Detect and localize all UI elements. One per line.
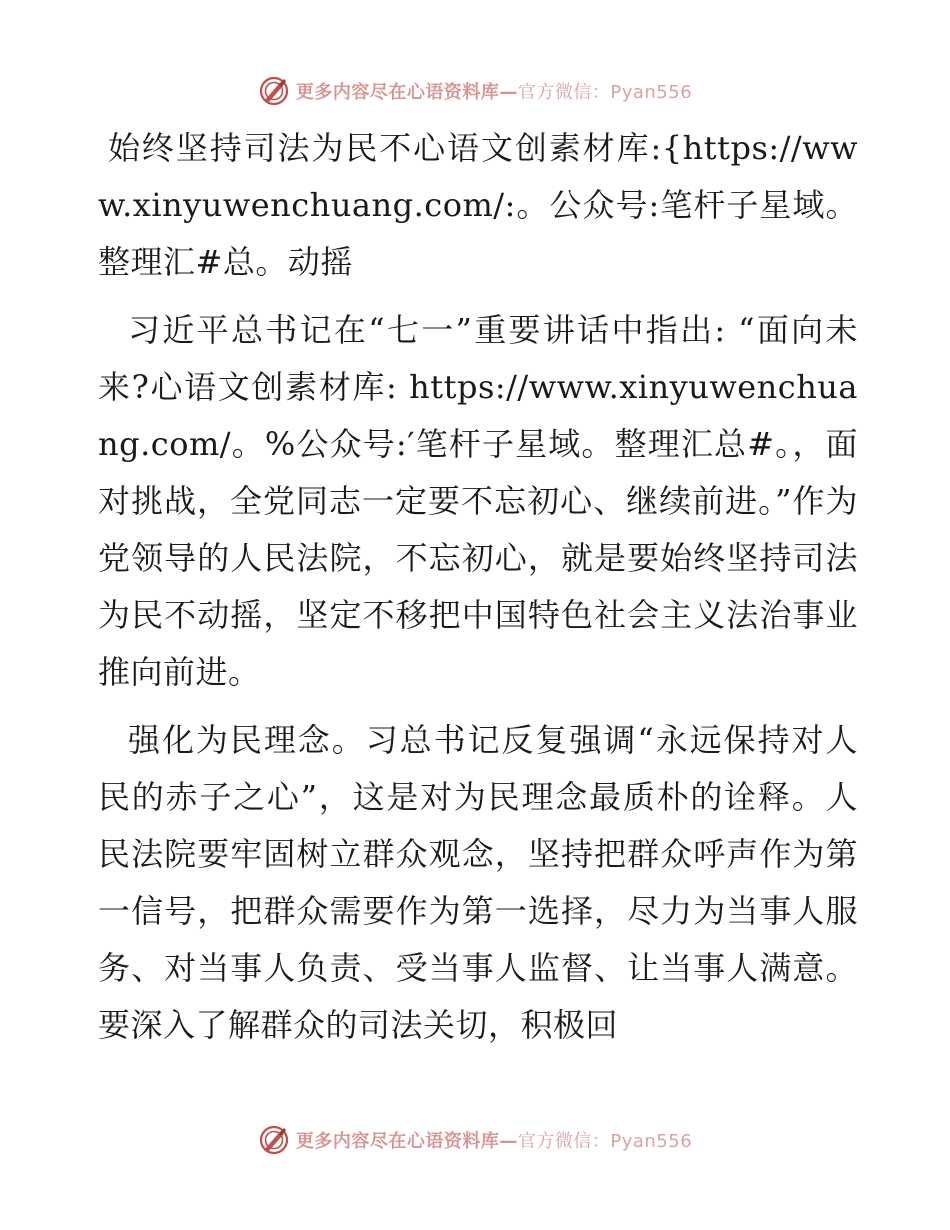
banner-brand: 更多内容尽在心语资料库	[295, 1131, 500, 1152]
pen-logo-icon	[258, 75, 290, 107]
banner-dash: —	[499, 82, 518, 103]
banner-dash: —	[499, 1131, 518, 1152]
banner-wechat-label: 官方微信：	[517, 82, 611, 103]
banner-wechat-id: Pyan556	[610, 82, 693, 103]
banner-wechat-id: Pyan556	[610, 1131, 693, 1152]
banner-brand: 更多内容尽在心语资料库	[295, 82, 500, 103]
document-body	[98, 120, 858, 1065]
banner-wechat-label: 官方微信：	[517, 1131, 611, 1152]
paragraph-2: 习近平总书记在“七一”重要讲话中指出: “面向未来?心语文创素材库: https://www.xinyuwenchuang.com/。%公众号:′笔杆子星域。整理汇总#。，面对挑战，全党同志一定要不忘初心、继续前进。”作为党领导的人民法院，不忘初心，就是要始终坚持司法为民不动摇，坚定不移把中国特色社会主义法治事业推向前进。	[98, 311, 858, 691]
banner-text	[296, 78, 692, 104]
paragraph-1: 始终坚持司法为民不心语文创素材库:{https://www.xinyuwenchuang.com/:。公众号:笔杆子星域。整理汇#总。动摇	[98, 129, 858, 281]
banner-text	[296, 1127, 692, 1153]
footer-banner	[0, 1120, 950, 1160]
header-banner	[0, 71, 950, 111]
pen-logo-icon	[258, 1124, 290, 1156]
paragraph-3: 强化为民理念。习总书记反复强调“永远保持对人民的赤子之心”，这是对为民理念最质朴的诠释。人民法院要牢固树立群众观念，坚持把群众呼声作为第一信号，把群众需要作为第一选择，尽力为当事人服务、对当事人负责、受当事人监督、让当事人满意。要深入了解群众的司法关切，积极回	[98, 721, 858, 1044]
